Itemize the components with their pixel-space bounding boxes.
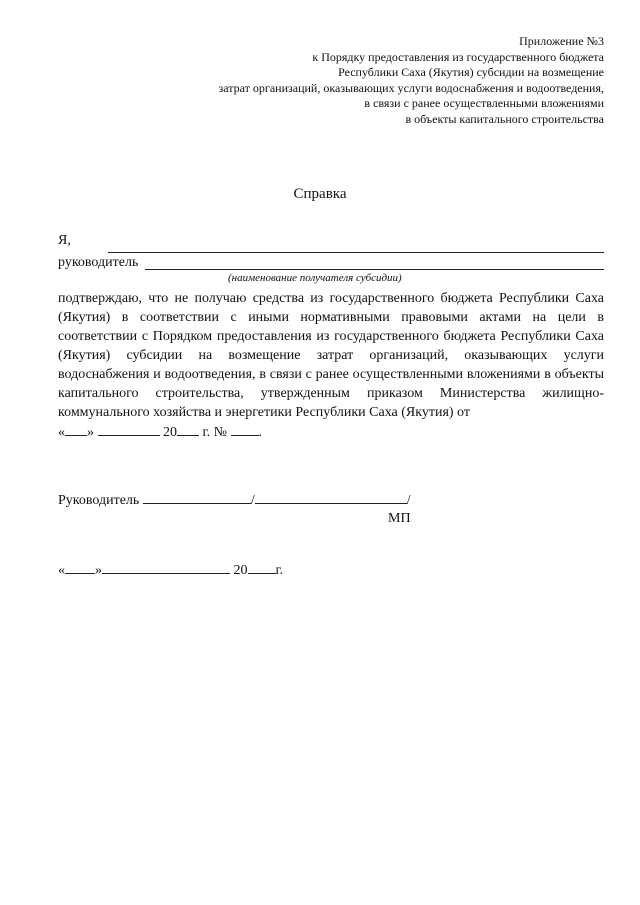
year-blank: [248, 561, 276, 574]
recipient-fill-line: [145, 269, 604, 270]
period: .: [258, 425, 263, 440]
open-quote: «: [58, 425, 65, 440]
signed-date-line: [58, 561, 283, 579]
appendix-line: Республики Саха (Якутия) субсидии на возмещение: [338, 65, 604, 80]
month-blank: [102, 561, 230, 574]
appendix-line: в связи с ранее осуществленными вложениями: [364, 96, 604, 111]
name-blank: [255, 491, 407, 504]
close-quote: »: [95, 563, 102, 578]
year-prefix: 20: [233, 563, 248, 578]
appendix-header: [219, 34, 604, 128]
order-number-label: г. №: [202, 425, 228, 440]
head-label: руководитель: [58, 255, 139, 270]
order-date-line: [58, 423, 262, 441]
close-quote: »: [87, 425, 94, 440]
signature-line: [58, 491, 411, 509]
day-blank: [65, 423, 87, 436]
year-suffix: г.: [275, 563, 284, 578]
recipient-hint: (наименование получателя субсидии): [228, 272, 402, 284]
body-text: подтверждаю, что не получаю средства из государственного бюджета Республики Саха (Якутия) в соответствии с иными нормативными правовыми актами на цели в соответствии с Порядком предоставления из государственного бюджета Республики Саха (Якутия) субсидии на возмещение затрат организаций, оказывающих услуги водоснабжения и водоотведения, в связи с ранее осуществленными вложениями в объекты капитального строительства, утвержденным приказом Министерства жилищно-коммунального хозяйства и энергетики Республики Саха (Якутия) от: [58, 291, 604, 420]
slash: /: [406, 493, 411, 508]
body-paragraph: [58, 289, 604, 422]
appendix-line: в объекты капитального строительства: [405, 111, 604, 126]
year-blank: [177, 423, 199, 436]
name-fill-line: [108, 252, 604, 253]
appendix-line: к Порядку предоставления из государственного бюджета: [312, 49, 604, 64]
order-number-blank: [231, 423, 259, 436]
stamp-label: МП: [388, 511, 411, 526]
appendix-line: Приложение №3: [519, 34, 604, 48]
signature-label: Руководитель: [58, 493, 140, 508]
open-quote: «: [58, 563, 65, 578]
slash: /: [250, 493, 255, 508]
ya-label: Я,: [58, 233, 71, 248]
day-blank: [65, 561, 95, 574]
appendix-line: затрат организаций, оказывающих услуги водоснабжения и водоотведения,: [218, 80, 604, 95]
signature-blank: [143, 491, 251, 504]
document-title: Справка: [293, 186, 347, 202]
month-blank: [98, 423, 160, 436]
year-prefix: 20: [163, 425, 177, 440]
